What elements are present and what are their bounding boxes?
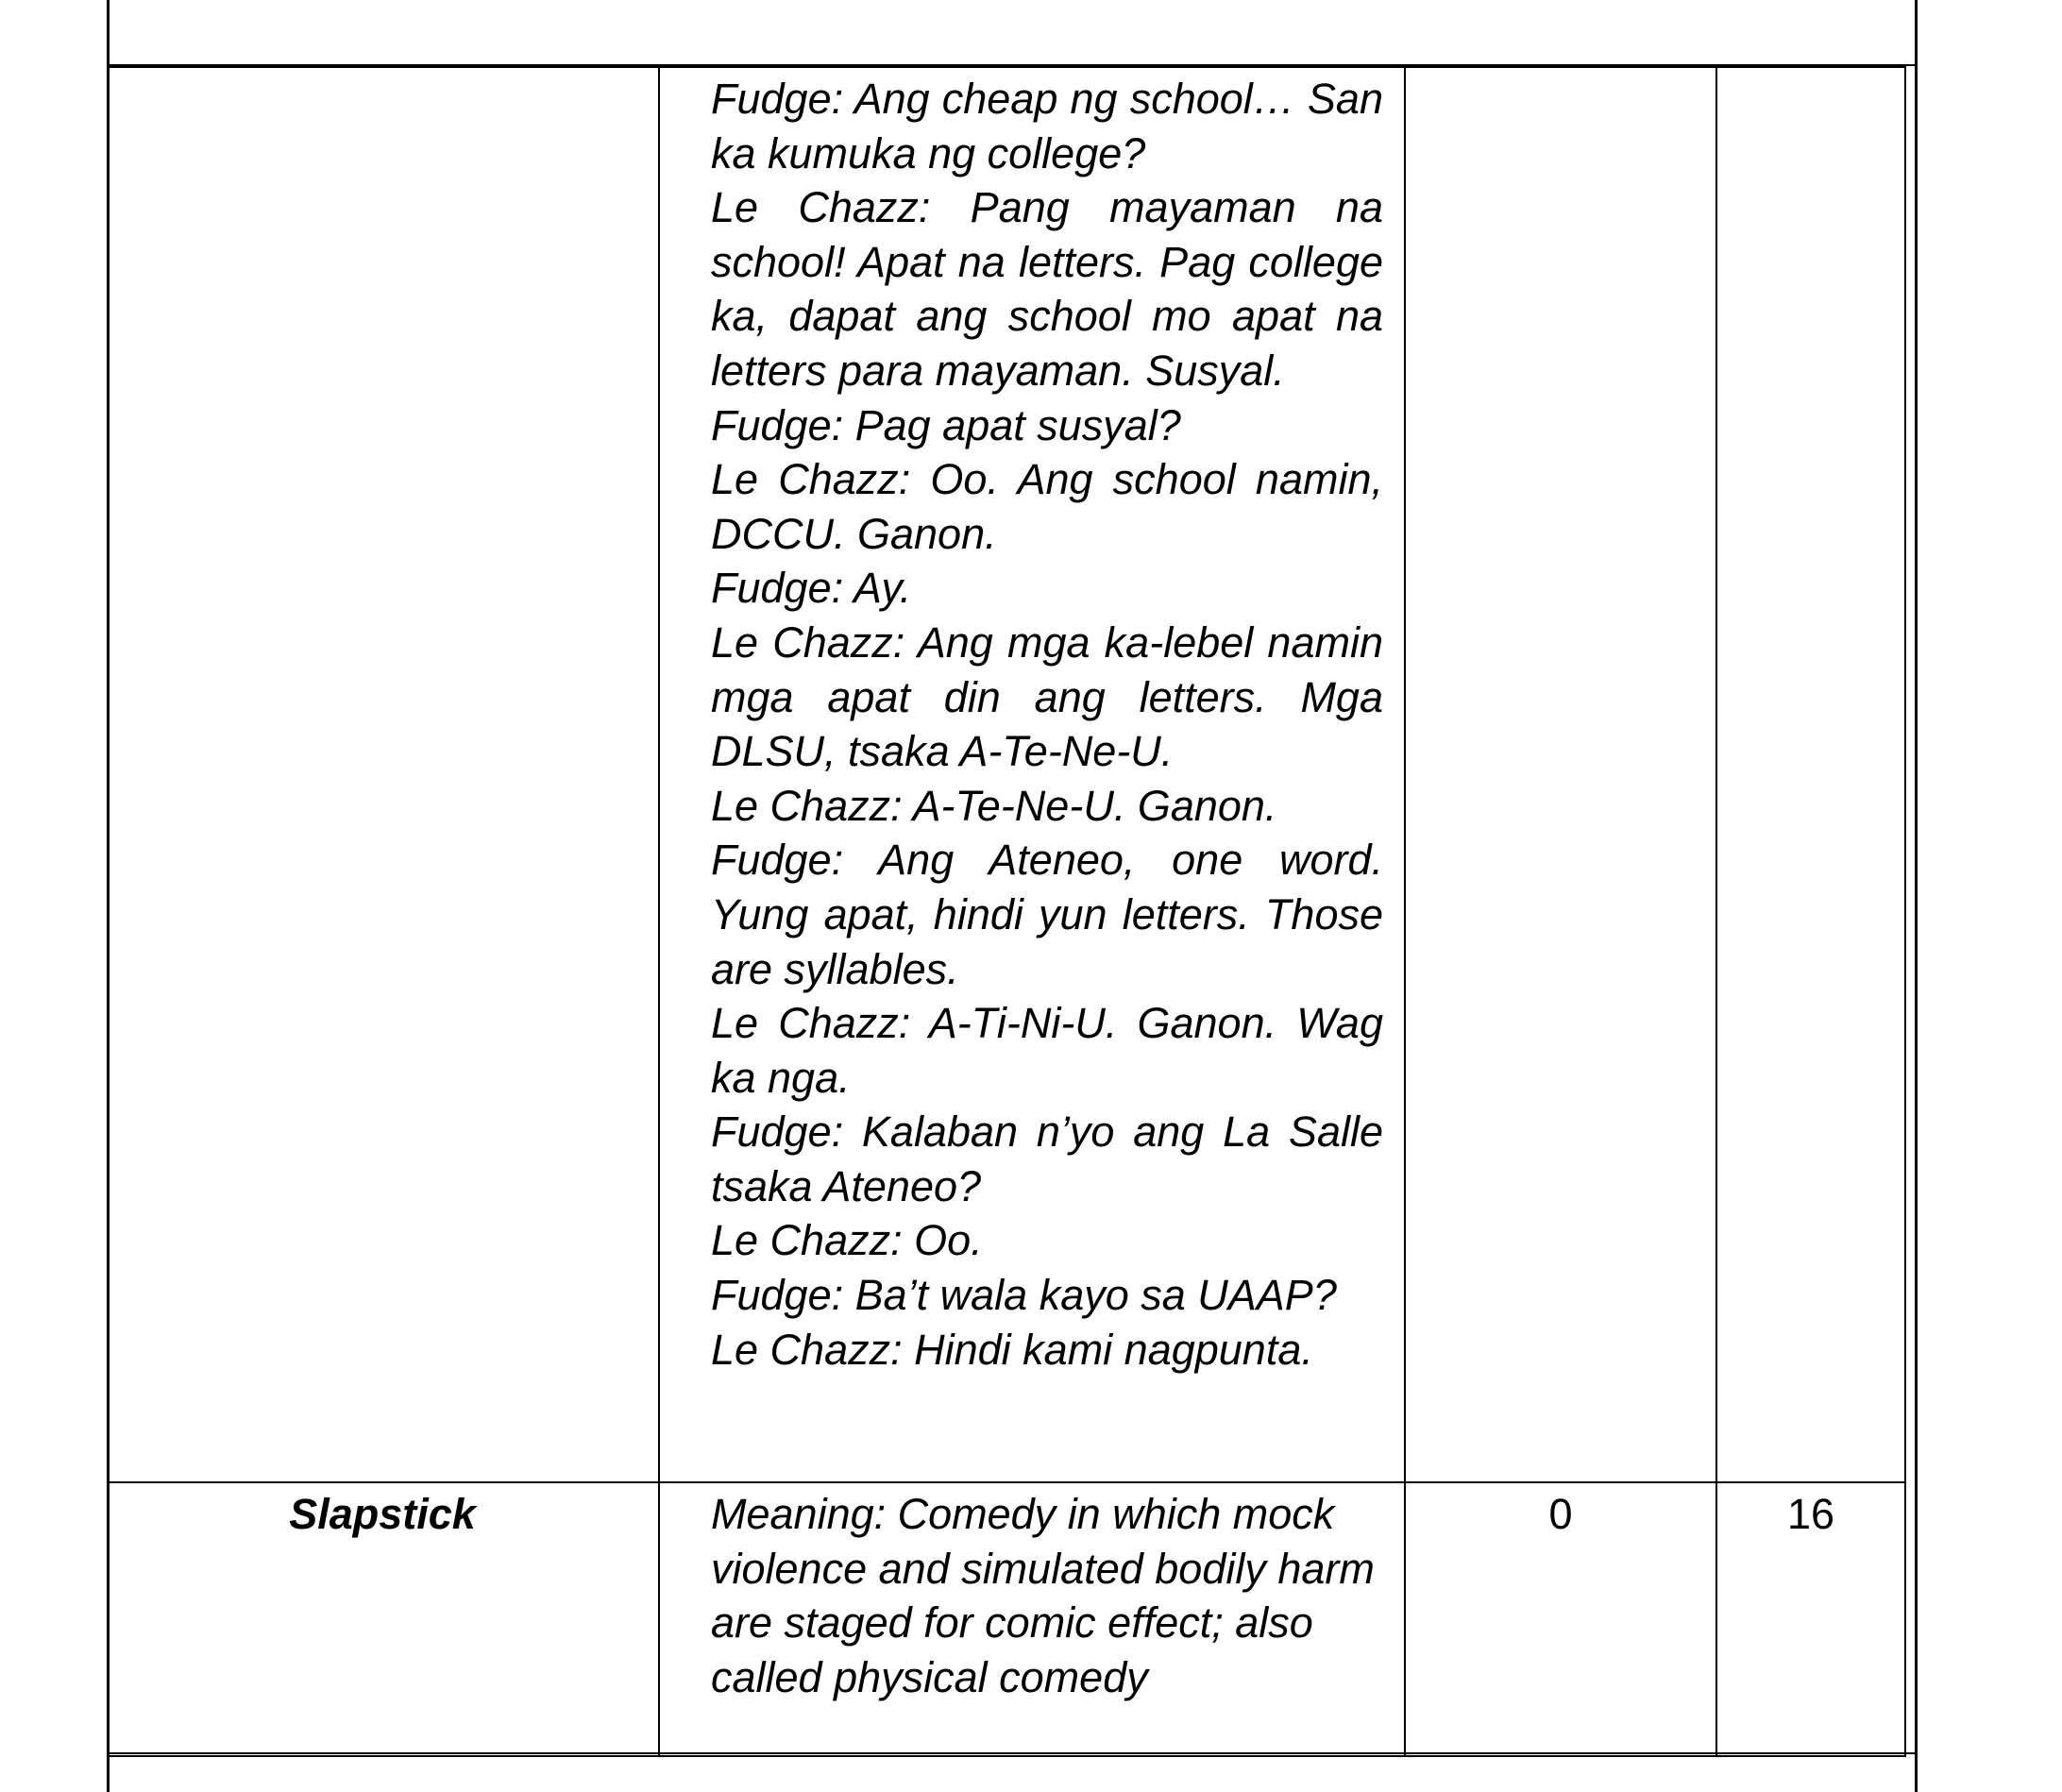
dialogue-line: Le Chazz: Hindi kami nagpunta.: [711, 1325, 1313, 1374]
dialogue-line: Le Chazz: A-Ti-Ni-U. Ganon. Wag ka nga.: [711, 999, 1383, 1102]
dialogue-line: Fudge: Pag apat susyal?: [711, 400, 1181, 449]
dialogue-lines: [711, 72, 1383, 1377]
dialogue-line: Fudge: Kalaban n’yo ang La Salle tsaka Ateneo?: [711, 1107, 1383, 1210]
term-slapstick: Slapstick: [289, 1490, 476, 1538]
meaning-cell: [659, 1482, 1405, 1756]
value-col4: [1717, 68, 1904, 72]
meaning-text: Meaning: Comedy in which mock violence and simulated bodily harm are staged for comic effect; also called physical comedy: [711, 1490, 1375, 1701]
term-cell-empty: [107, 67, 659, 1482]
dialogue-cell: [659, 67, 1405, 1482]
term-cell-slapstick: [107, 1482, 659, 1756]
value-cell-col4: [1716, 1482, 1905, 1756]
value-sixteen: 16: [1786, 1490, 1835, 1538]
dialogue-line: Le Chazz: A-Te-Ne-U. Ganon.: [711, 781, 1277, 830]
value-cell-col3: [1405, 1482, 1716, 1756]
table-row-slapstick: [107, 1482, 1905, 1756]
dialogue-line: Le Chazz: Ang mga ka-lebel namin mga apat din ang letters. Mga DLSU, tsaka A-Te-Ne-U.: [711, 617, 1383, 776]
term-text: [107, 68, 658, 72]
humor-examples-table: [107, 66, 1906, 1757]
dialogue-line: Fudge: Ay.: [711, 564, 912, 613]
table-row-dialogue: [107, 67, 1905, 1482]
dialogue-line: Le Chazz: Oo.: [711, 1216, 983, 1265]
value-cell-col3-empty: [1405, 67, 1716, 1482]
dialogue-line: Fudge: Ang cheap ng school… San ka kumuka ng college?: [711, 75, 1383, 178]
value-cell-col4-empty: [1716, 67, 1905, 1482]
value-col3: [1406, 68, 1716, 72]
dialogue-line: Le Chazz: Oo. Ang school namin, DCCU. Ganon.: [711, 455, 1383, 558]
dialogue-line: Fudge: Ba’t wala kayo sa UAAP?: [711, 1271, 1337, 1320]
value-zero: 0: [1548, 1490, 1573, 1538]
dialogue-line: Le Chazz: Pang mayaman na school! Apat na letters. Pag college ka, dapat ang school mo apat na letters para mayaman. Susyal.: [711, 183, 1383, 395]
dialogue-line: Fudge: Ang Ateneo, one word. Yung apat, hindi yun letters. Those are syllables.: [711, 836, 1383, 993]
